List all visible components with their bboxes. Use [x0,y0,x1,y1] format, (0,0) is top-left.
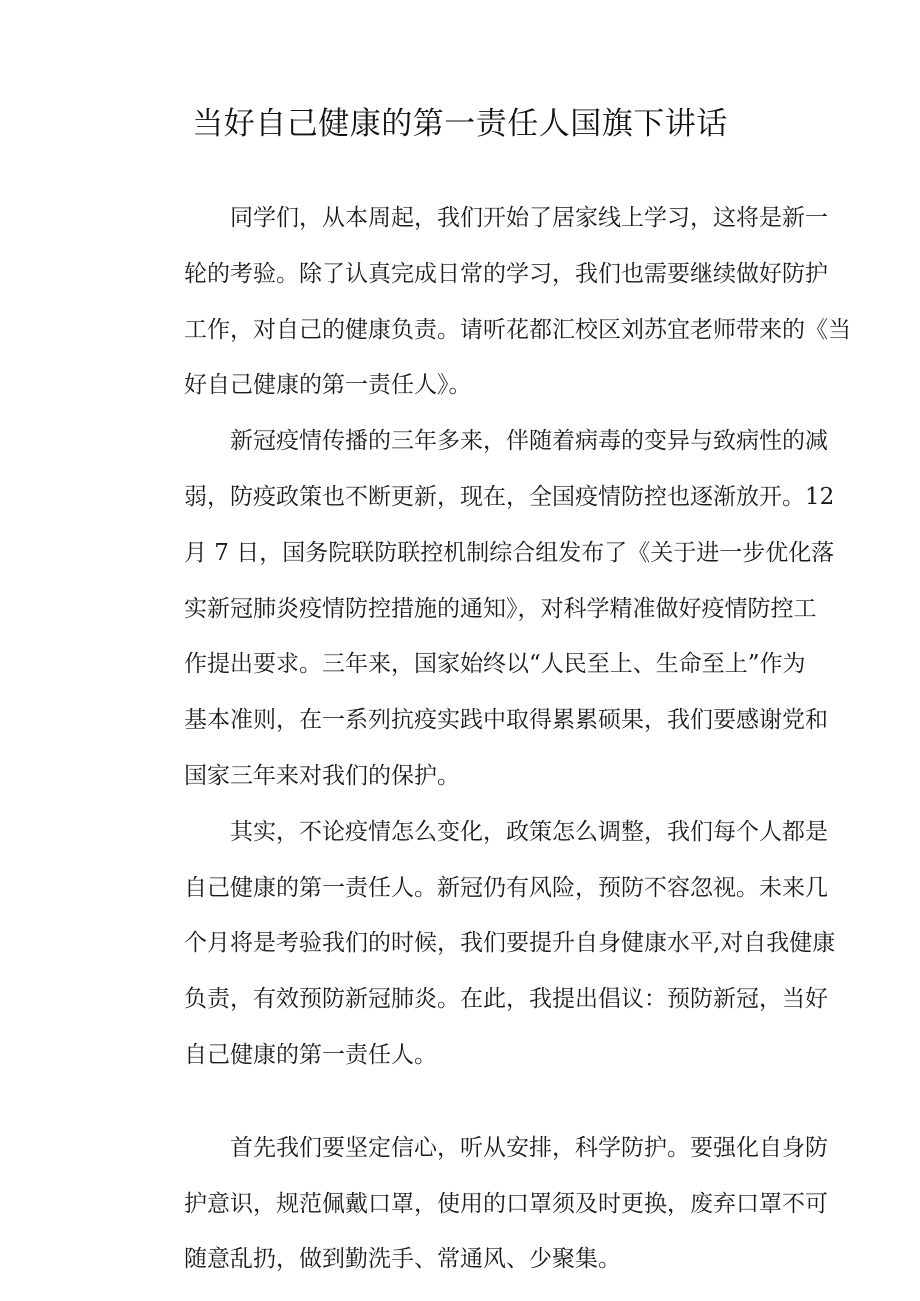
paragraph-line: 实新冠肺炎疫情防控措施的通知》，对科学精准做好疫情防控工 [184,595,817,622]
paragraph-line: 首先我们要坚定信心，听从安排，科学防护。要强化自身防 [230,1134,828,1161]
paragraph-line: 好自己健康的第一责任人》。 [184,372,472,399]
paragraph-line: 基本准则，在一系列抗疫实践中取得累累硕果，我们要感谢党和 [184,707,828,734]
paragraph-line: 工作，对自己的健康负责。请听花都汇校区刘苏宜老师带来的《当 [184,316,851,343]
document-body [138,200,851,1297]
paragraph-line: 负责，有效预防新冠肺炎。在此，我提出倡议：预防新冠，当好 [184,986,828,1013]
paragraph-line: 作提出要求。三年来，国家始终以“人民至上、生命至上”作为 [184,651,806,678]
paragraph-line: 护意识，规范佩戴口罩，使用的口罩须及时更换，废弃口罩不可 [184,1190,828,1217]
document-title: 当好自己健康的第一责任人国旗下讲话 [192,106,728,142]
paragraph-line: 月 7 日，国务院联防联控机制综合组发布了《关于进一步优化落 [184,539,835,566]
paragraph-1 [138,200,851,404]
paragraph-line: 同学们，从本周起，我们开始了居家线上学习，这将是新一 [230,205,828,231]
paragraph-line: 弱，防疫政策也不断更新，现在，全国疫情防控也逐渐放开。12 [184,483,835,510]
paragraph-line: 其实，不论疫情怎么变化，政策怎么调整，我们每个人都是 [230,818,828,845]
paragraph-line: 轮的考验。除了认真完成日常的学习，我们也需要继续做好防护 [184,260,828,287]
paragraph-3 [138,814,836,1074]
paragraph-line: 个月将是考验我们的时候，我们要提升自身健康水平,对自我健康 [184,930,836,957]
paragraph-line: 国家三年来对我们的保护。 [184,762,460,789]
paragraph-line: 自己健康的第一责任人。 [184,1041,437,1068]
paragraph-2 [138,423,835,795]
paragraph-line: 自己健康的第一责任人。新冠仍有风险，预防不容忽视。未来几 [184,874,828,901]
paragraph-line: 新冠疫情传播的三年多来，伴随着病毒的变异与致病性的减 [230,428,828,455]
paragraph-spacer [138,1093,794,1130]
paragraph-4 [138,1130,828,1279]
paragraph-line: 随意乱扔，做到勤洗手、常通风、少聚集。 [184,1246,621,1273]
